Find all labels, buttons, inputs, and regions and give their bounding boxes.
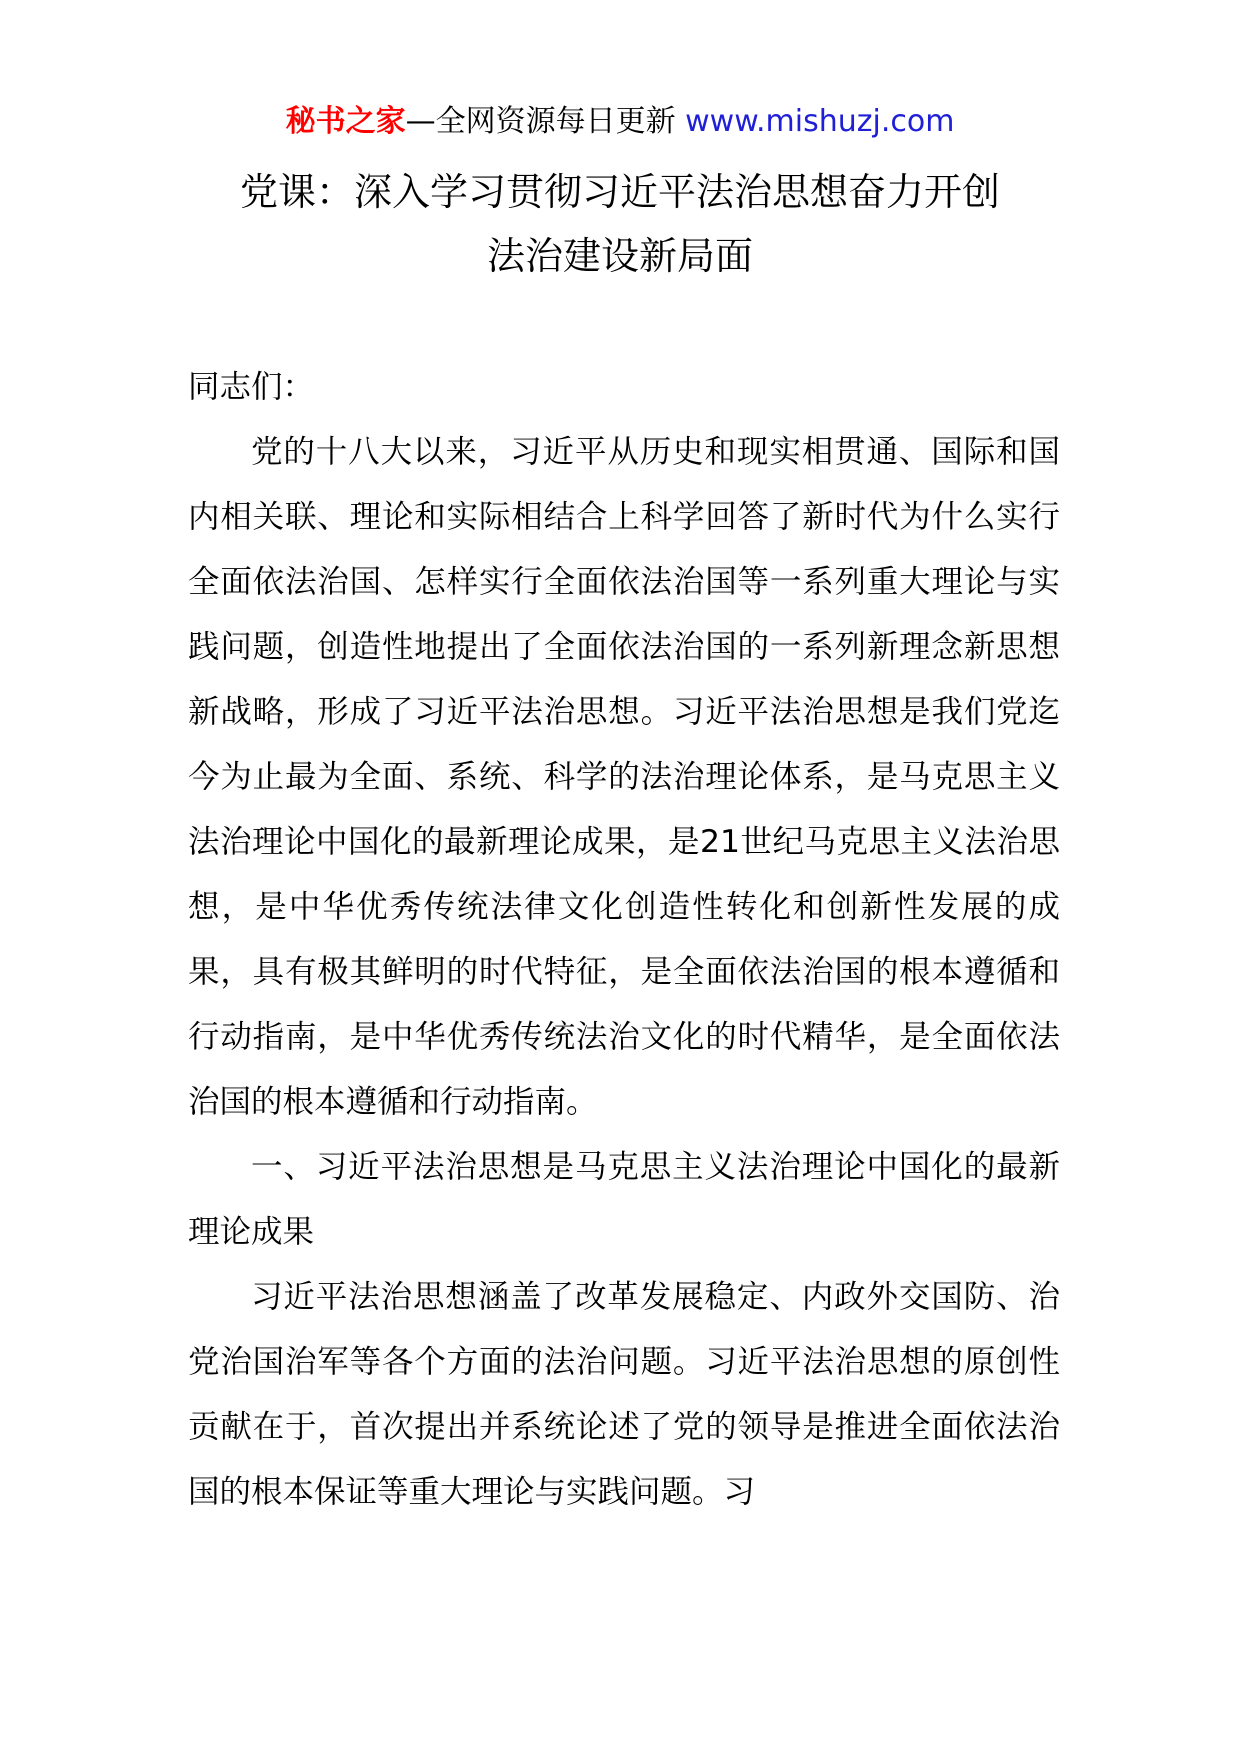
paragraph-2: 习近平法治思想涵盖了改革发展稳定、内政外交国防、治党治国治军等各个方面的法治问题。习近平法治思想的原创性贡献在于，首次提出并系统论述了党的领导是推进全面依法治国的根本保证等重大理论与实践问题。习 <box>188 1279 1060 1510</box>
site-header <box>0 100 1240 144</box>
site-url-link[interactable]: www.mishuzj.com <box>685 104 955 139</box>
document-body <box>188 355 1060 1525</box>
greeting: 同志们： <box>188 369 315 405</box>
title-line-1: 党课：深入学习贯彻习近平法治思想奋力开创 <box>239 170 1000 214</box>
site-brand: 秘书之家 <box>285 104 406 139</box>
paragraph-1: 党的十八大以来，习近平从历史和现实相贯通、国际和国内相关联、理论和实际相结合上科学回答了新时代为什么实行全面依法治国、怎样实行全面依法治国等一系列重大理论与实践问题，创造性地提出了全面依法治国的一系列新理念新思想新战略，形成了习近平法治思想。习近平法治思想是我们党迄今为止最为全面、系统、科学的法治理论体系，是马克思主义法治理论中国化的最新理论成果，是21世纪马克思主义法治思想，是中华优秀传统法律文化创造性转化和创新性发展的成果，具有极其鲜明的时代特征，是全面依法治国的根本遵循和行动指南，是中华优秀传统法治文化的时代精华，是全面依法治国的根本遵循和行动指南。 <box>188 434 1060 1120</box>
title-line-2: 法治建设新局面 <box>486 234 753 278</box>
site-tagline: —全网资源每日更新 <box>405 104 686 139</box>
document-title <box>150 160 1090 288</box>
section-heading-1: 一、习近平法治思想是马克思主义法治理论中国化的最新理论成果 <box>188 1149 1060 1250</box>
